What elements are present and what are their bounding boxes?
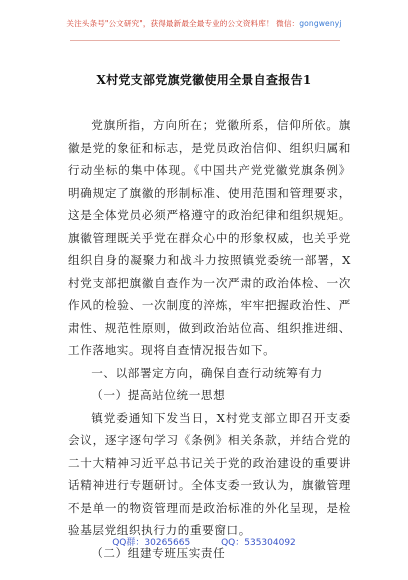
subsection-heading-1: （一）提高站位统一思想 (91, 388, 226, 402)
intro-paragraph: 党旗所指，方向所在；党徽所系，信仰所依。旗徽是党的象征和标志，是党员政治信仰、组织归属和行动坐标的集中体现。《中国共产党党徽党旗条例》明确规定了旗徽的形制标准、使用范围和管理要求，这是全体党员必须严格遵守的政治纪律和组织规矩。旗徽管理既关乎党在群众心中的形象权威，也关乎党组织自身的凝聚力和战斗力按照镇党委统一部署，X村党支部把旗徽自查作为一次严肃的政治体检、一次作风的检验、一次制度的淬炼，牢牢把握政治性、严肃性、规范性原则，做到政治站位高、组织推进细、工作落地实。现将自查情况报告如下。 (68, 118, 351, 357)
banner-text: 关注头条号"公文研究"，获得最新最全最专业的公文资料库！ 微信： (66, 19, 300, 28)
top-banner (0, 18, 408, 29)
document-body (68, 114, 351, 564)
footer-qq: QQ：535304092 (221, 538, 296, 548)
section-heading-1: 一、以部署定方向，确保自查行动统筹有力 (91, 365, 323, 380)
header-divider (70, 40, 340, 41)
footer-qq-group: QQ群：30265665 (112, 538, 191, 548)
subsection-heading-2: （二）组建专班压实责任 (91, 545, 226, 560)
banner-contact: gongwenyj (299, 19, 342, 28)
page-footer (0, 535, 408, 548)
document-title: X村党支部党旗党徽使用全景自查报告1 (96, 73, 312, 87)
subsection-body-1: 镇党委通知下发当日，X村党支部立即召开支委会议，逐字逐句学习《条例》相关条款，并结合党的二十大精神习近平总书记关于党的政治建设的重要讲话精神进行专题研讨。全体支委一致认为，旗徽管理不是单一的物资管理而是政治标准的外化呈现，是检验基层党组织执行力的重要窗口。 (68, 410, 351, 537)
